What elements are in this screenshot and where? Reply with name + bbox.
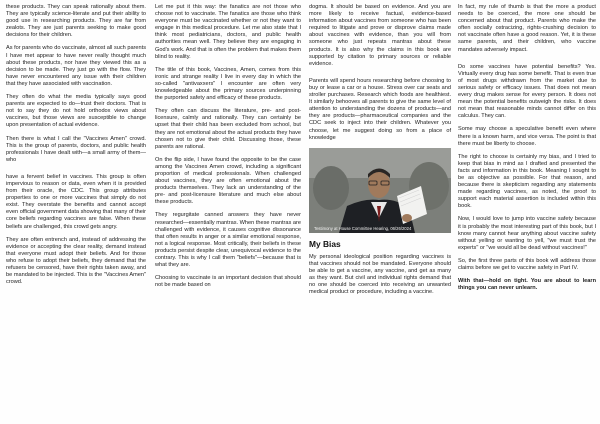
paragraph: Choosing to vaccinate is an important decision that should not be made based on: [155, 275, 301, 289]
photo-illustration: [309, 148, 451, 233]
testimony-photo: [309, 148, 451, 233]
paragraph: have a fervent belief in vaccines. This group is often impervious to reason or data, even when it is provided from their oracle, the CDC. This group attributes properties to one or more vaccines that simply do not exist. They overstate the benefits and cannot accept even official government data showing that many of their core beliefs regarding vaccines are false. When these beliefs are challenged, this crowd gets angry.: [6, 173, 146, 230]
paragraph: My personal ideological position regarding vaccines is that vaccines should not be mandated. Everyone should be able to get a vaccine, any vaccine, and get as many as they want. But civil and individual rights demand that no one should be coerced into receiving an unwanted medical product or procedure, including a vaccine.: [309, 253, 451, 296]
paragraph: these products. They can speak rationally about them. They are typically science-literate and put their ability to good use in researching products. They are far from zealots. They are just parents seeking to make good decisions for their children.: [6, 4, 146, 39]
paragraph: Now, I would love to jump into vaccine safety because it is probably the most interesting part of this book, but I know many cannot hear anything about vaccine safety without yelling or wanting to yell, "we must trust the experts" or "we would all be dead without vaccines!": [458, 216, 596, 251]
paragraph: They are often entrench and, instead of addressing the evidence or accepting the clear reality, demand instead that everyone must adopt their beliefs. And for those who refuse to adopt their beliefs, they demand that the refusers be censored, have their rights taken away, and be mandated to be injected. This is the "Vaccines Amen" crowd.: [6, 236, 146, 286]
closing-statement: With that—hold on tight. You are about to learn things you can never unlearn.: [458, 278, 596, 292]
column-1: [6, 4, 146, 292]
paragraph: In fact, my rule of thumb is that the more a product needs to be coerced, the more one should be concerned about that product. Parents who make the often socially ostracizing, rights-crushing decision to not vaccinate often have a good reason. Yet, it is these same parents, and their children, who vaccine mandates adversely impact.: [458, 4, 596, 53]
paragraph: On the flip side, I have found the opposite to be the case among the Vaccines Amen crowd, including a significant proportion of medical professionals. When challenged about vaccines, they are often emotional about the products themselves. They lack an understanding of the pre- and post-licensure literature and much else about these products.: [155, 156, 301, 206]
column-3: [309, 4, 451, 302]
photo-caption: Testimony at House Committee Hearing, 06/26/2024: [314, 225, 412, 231]
column-2: [155, 4, 301, 295]
paragraph: Parents will spend hours researching before choosing to buy or lease a car or a house. Stress over car seats and stroller purchases. Research which foods are healthiest. It similarly behooves all parents to give the same level of attention to understanding the dozens of products—and they are products—pharmaceutical companies and the CDC seek to inject into their children. Whatever you choose, let me suggest doing so from a place of knowledge: [309, 77, 451, 141]
paragraph: Then there is what I call the "Vaccines Amen" crowd. This is the group of parents, doctors, and public health professionals I have dealt with—a small army of them—who: [6, 135, 146, 163]
paragraph: dogma. It should be based on evidence. And you are more likely to receive factual, evidence-based information about vaccines from someone who has been required to litigate and prove or disprove claims made about vaccines with evidence, than you will from someone who just repeats mantras about these products. It is also why the claims in this book are supported by citation to primary sources or reliable evidence.: [309, 4, 451, 67]
paragraph: The title of this book, Vaccines, Amen, comes from this ironic and strange reality I live in every day in which the so-called "antivaxxers" I encounter are often very knowledgeable about the primary sources underpinning the purported safety and efficacy of these products.: [155, 66, 301, 102]
column-4: [458, 4, 596, 298]
paragraph: Let me put it this way: the fanatics are not those who choose not to vaccinate. The fanatics are those who think everyone must be vaccinated whether or not they want to engage in this medical procedure. Let me also state that I think most pediatricians, doctors, and public health authorities mean well. They believe they are engaging in God's work. And that is often the problem that makes them blind to reality.: [155, 4, 301, 60]
paragraph: Some may choose a speculative benefit even where there is a known harm, and vice versa. The point is that there must be liberty to choose.: [458, 126, 596, 147]
paragraph: As for parents who do vaccinate, almost all such parents I have met appear to have never really thought much about these products, nor have they viewed this as a decision to be made. They just go with the flow. They have never encountered any issue with their children that they have associated with vaccination.: [6, 45, 146, 87]
paragraph: The right to choose is certainly my bias, and I tried to keep that bias in mind as I drafted and presented the facts and information in this book. Meaning I sought to be as objective as possible. For that reason, and because there is skepticism regarding any statements made regarding vaccines, as noted, the proof to support each material assertion is included within this book.: [458, 153, 596, 210]
paragraph: They often can discuss the literature, pre- and post-licensure, calmly and rationally. They can certainly be upset that their child has been excluded from school, but they are not emotional about the actual products they have chosen not to give their child. Discussing those, these parents are rational.: [155, 108, 301, 150]
paragraph: Do some vaccines have potential benefits? Yes. Virtually every drug has some benefit. That is even true of most drugs withdrawn from the market due to serious safety or efficacy issues. That does not mean every drug makes sense for every person. It does not mean the potential benefits outweigh the risks. It does not mean that reasonable minds cannot differ on this calculus. They can.: [458, 63, 596, 120]
paragraph: They often do what the media typically says good parents are expected to do—trust their doctors. That is not to say they do not hold orthodox views about vaccines, but those views are susceptible to change upon presentation of actual evidence.: [6, 94, 146, 129]
paragraph: They regurgitate canned answers they have never researched—essentially mantras. When these mantras are challenged with evidence, it causes cognitive dissonance that often results in anger or a similar emotional response, not a logical response. Most critically, their beliefs in these products persist despite clear, unequivocal evidence to the contrary. This is why I call them "beliefs"—because that is what they are.: [155, 212, 301, 269]
paragraph: So, the first three parts of this book will address those claims before we get to vaccine safety in Part IV.: [458, 257, 596, 271]
section-heading: My Bias: [309, 238, 341, 249]
